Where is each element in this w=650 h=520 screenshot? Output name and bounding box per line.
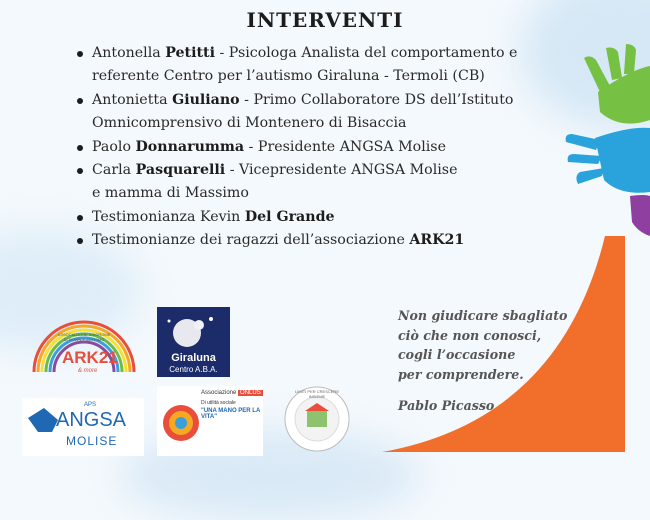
ark21-logo: [28, 310, 140, 382]
page-title: INTERVENTI: [246, 8, 404, 32]
giraluna-name: Giraluna: [171, 352, 216, 364]
list-item: Antonella Petitti - Psicologa Analista del comportamento e referente Centro per l’autismo Giraluna - Termoli (CB): [92, 42, 552, 89]
blue-hand-icon: [566, 128, 650, 193]
purple-hand-icon: [630, 195, 650, 236]
giraluna-subtitle: Centro A.B.A.: [169, 365, 218, 374]
quote-line: ciò che non conosci,: [398, 327, 542, 343]
onlus-badge: ONLUS: [240, 390, 261, 396]
quote-block: [398, 306, 608, 416]
speaker-surname: Donnarumma: [135, 138, 245, 155]
green-hand-icon: [584, 44, 650, 124]
speaker-surname: Petitti: [165, 45, 215, 61]
school-ring-text: LIMITI PER CRESCERE INSIEME: [294, 389, 339, 399]
speaker-surname: Giuliano: [172, 91, 240, 108]
ark21-wordmark: ARK21: [62, 348, 118, 367]
speakers-list: [92, 42, 552, 253]
angsa-logo: [22, 398, 144, 456]
association-name: ARK21: [409, 232, 465, 249]
onlus-sub: Di utilità sociale: [201, 400, 236, 406]
quote-line: per comprendere.: [398, 366, 524, 382]
quote-line: cogli l’occasione: [398, 347, 516, 363]
school-logo: [277, 383, 357, 456]
list-item: Testimonianze dei ragazzi dell’associazione ARK21: [92, 229, 552, 252]
list-item: Antonietta Giuliano - Primo Collaboratore DS dell’Istituto Omnicomprensivo di Montenero di Bisaccia: [92, 89, 552, 136]
ark21-arc-text: ASSOCIAZIONE SINDROME DI DOWN E AUTISMO: [57, 332, 111, 342]
onlus-name: "UNA MANO PER LA VITA": [201, 408, 261, 420]
onlus-header: Associazione ONLUS: [201, 390, 261, 396]
quote-author: Pablo Picasso: [398, 398, 495, 414]
helping-hand-icon: [161, 398, 201, 448]
ark21-sub: & more: [78, 368, 98, 374]
onlus-logo: [157, 386, 263, 456]
angsa-aps: APS: [84, 402, 97, 408]
speaker-surname: Pasquarelli: [135, 162, 226, 179]
list-item: Testimonianza Kevin Del Grande: [92, 206, 552, 229]
giraluna-logo: [157, 307, 230, 377]
angsa-name: ANGSA: [56, 409, 127, 431]
speaker-surname: Del Grande: [244, 208, 335, 225]
quote-line: Non giudicare sbagliato: [398, 308, 568, 323]
list-item: Paolo Donnarumma - Presidente ANGSA Molise: [92, 136, 552, 159]
list-item: Carla Pasquarelli - Vicepresidente ANGSA Molise e mamma di Massimo: [92, 159, 552, 206]
angsa-region: MOLISE: [66, 434, 118, 448]
